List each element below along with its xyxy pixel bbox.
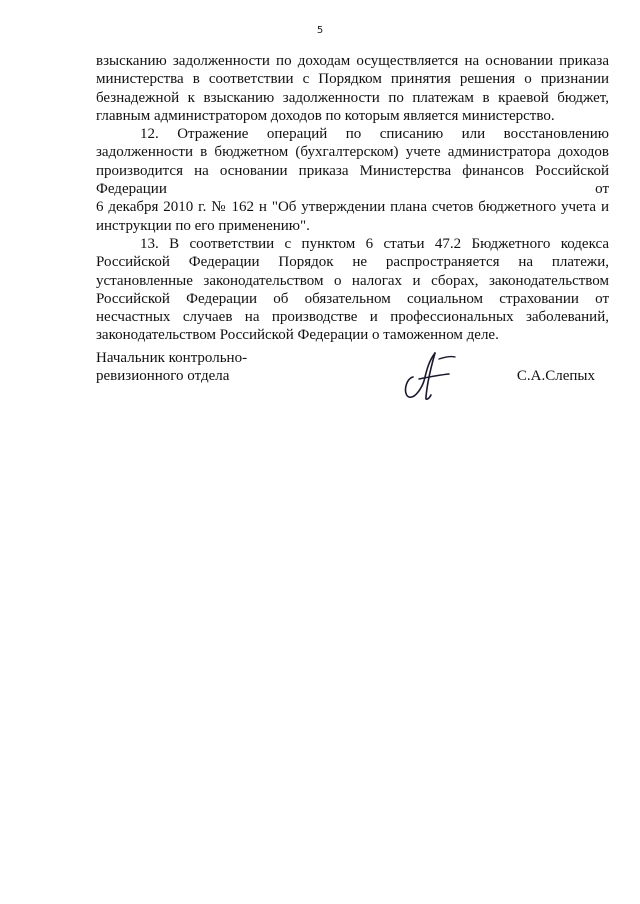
text-line: 12. Отражение операций по списанию или восстановлению	[140, 126, 609, 143]
text-line: законодательством Российской Федерации о таможенном деле.	[96, 327, 499, 344]
text-line: задолженности в бюджетном (бухгалтерском) учете администратора доходов	[96, 144, 609, 161]
text-line: Российской Федерации об обязательном социальном страховании от	[96, 290, 609, 307]
signatory-title-line: ревизионного отдела	[96, 368, 230, 385]
text-line: 6 декабря 2010 г. № 162 н "Об утверждении плана счетов бюджетного учета и	[96, 199, 609, 216]
text-line: инструкции по его применению".	[96, 217, 310, 234]
text-line: министерства в соответствии с Порядком принятия решения о признании	[96, 71, 609, 88]
page-number: 5	[316, 25, 324, 36]
signatory-title	[96, 349, 247, 386]
text-line: 13. В соответствии с пунктом 6 статьи 47.2 Бюджетного кодекса	[140, 235, 609, 252]
text-line: производится на основании приказа Министерства финансов Российской	[96, 162, 609, 179]
signatory-title-line: Начальник контрольно-	[96, 350, 248, 366]
text-line: несчастных случаев на производстве и профессиональных заболеваний,	[96, 309, 609, 326]
signatory-name: С.А.Слепых	[516, 368, 595, 385]
text-line: главным администратором доходов по которым является министерство.	[96, 107, 555, 124]
paragraph-continuation	[96, 52, 609, 125]
text-line: Российской Федерации Порядок не распространяется на платежи,	[96, 254, 609, 271]
text-fragment-left: Федерации	[96, 181, 167, 198]
text-line: взысканию задолженности по доходам осуществляется на основании приказа	[96, 53, 609, 69]
handwritten-signature-icon	[395, 337, 465, 407]
text-line: безнадежной к взысканию задолженности по платежам в краевой бюджет,	[96, 89, 609, 106]
paragraph-12	[96, 125, 609, 235]
text-fragment-right: от	[595, 181, 609, 198]
paragraph-13	[96, 235, 609, 345]
text-line-split	[96, 180, 609, 198]
text-line: установленные законодательством о налогах и сборах, законодательством	[96, 272, 609, 289]
signature-block	[96, 349, 609, 399]
document-body	[96, 52, 609, 345]
